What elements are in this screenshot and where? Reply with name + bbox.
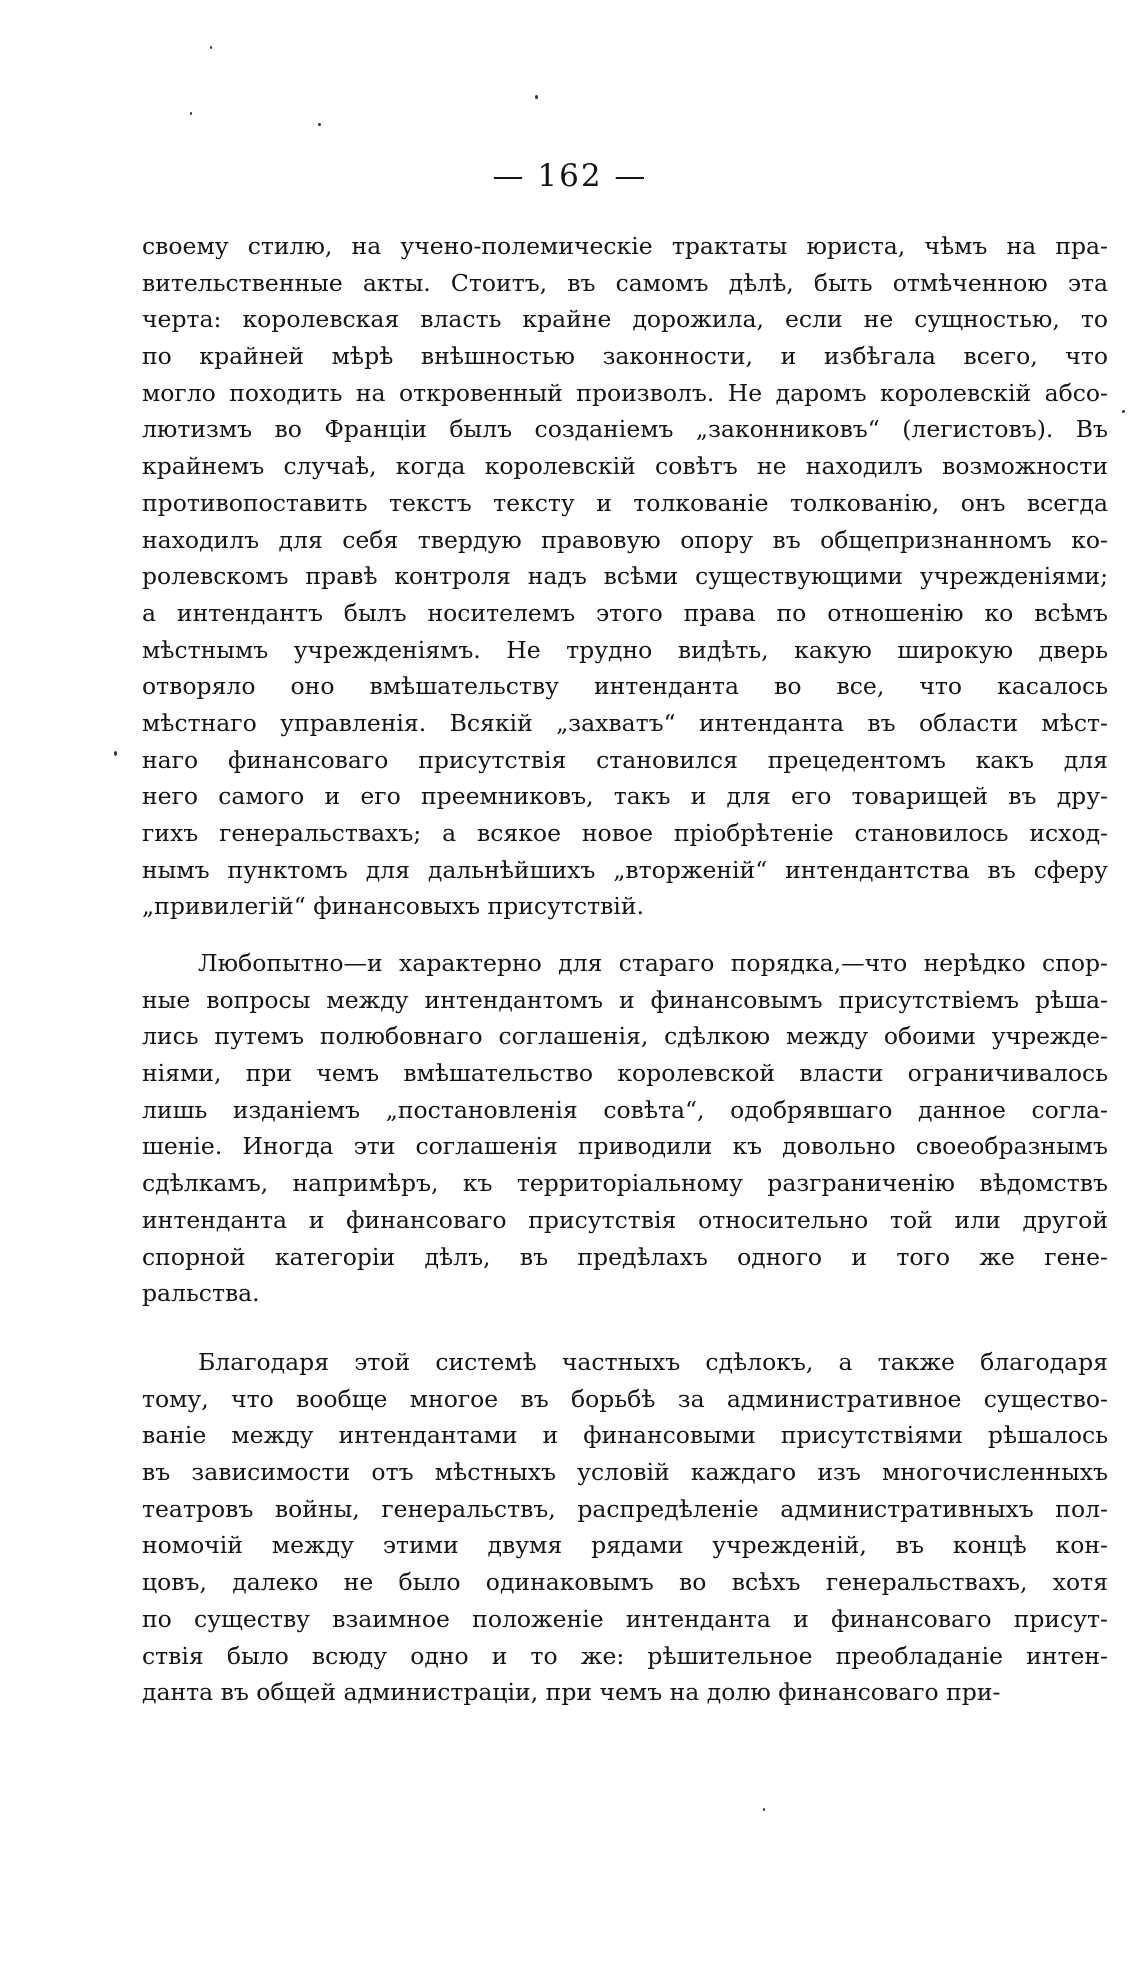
- text-line: мѣстнымъ учрежденіямъ. Не трудно видѣть, какую широкую дверь: [142, 635, 1108, 664]
- text-line: своему стилю, на учено-полемическіе трактаты юриста, чѣмъ на пра-: [142, 232, 1108, 260]
- scan-speck: [114, 751, 117, 756]
- text-line: ствія было всюду одно и то же: рѣшительное преобладаніе интен-: [142, 1641, 1108, 1670]
- text-line: отворяло оно вмѣшательству интенданта во все, что касалось: [142, 672, 1108, 701]
- text-line: могло походить на откровенный произволъ. Не даромъ королевскій абсо-: [142, 378, 1108, 407]
- text-line: по существу взаимное положеніе интенданта и финансоваго присут-: [142, 1604, 1108, 1633]
- scan-speck: [1122, 410, 1125, 413]
- text-line: крайнемъ случаѣ, когда королевскій совѣтъ не находилъ возможности: [142, 452, 1108, 481]
- text-line: лишь изданіемъ „постановленія совѣта“, одобрявшаго данное согла-: [142, 1095, 1108, 1124]
- text-line: ные вопросы между интендантомъ и финансовымъ присутствіемъ рѣша-: [142, 985, 1108, 1014]
- text-line: гихъ генеральствахъ; а всякое новое пріобрѣтеніе становилось исход-: [142, 819, 1108, 847]
- text-line: Благодаря этой системѣ частныхъ сдѣлокъ, а также благодаря: [198, 1348, 1108, 1376]
- text-line: наго финансоваго присутствія становился прецедентомъ какъ для: [142, 745, 1108, 774]
- text-line: по крайней мѣрѣ внѣшностью законности, и избѣгала всего, что: [142, 342, 1108, 371]
- text-line: черта: королевская власть крайне дорожила, если не сущностью, то: [142, 305, 1108, 334]
- text-line: спорной категоріи дѣлъ, въ предѣлахъ одного и того же гене-: [142, 1242, 1108, 1271]
- text-line: театровъ войны, генеральствъ, распредѣленіе административныхъ пол-: [142, 1494, 1108, 1523]
- scan-speck: [763, 1808, 765, 1811]
- text-line: ральства.: [142, 1279, 260, 1308]
- text-line: находилъ для себя твердую правовую опору въ общепризнанномъ ко-: [142, 525, 1108, 554]
- scan-speck: [535, 95, 538, 99]
- text-line: мѣстнаго управленія. Всякій „захватъ“ интенданта въ области мѣст-: [142, 708, 1108, 737]
- paragraph-2: [142, 945, 1108, 1312]
- paragraph-3: [142, 1344, 1108, 1711]
- text-line: тому, что вообще многое въ борьбѣ за административное существо-: [142, 1384, 1108, 1413]
- text-line: сдѣлкамъ, напримѣръ, къ территоріальному разграниченію вѣдомствъ: [142, 1169, 1108, 1198]
- text-line: интенданта и финансоваго присутствія относительно той или другой: [142, 1205, 1108, 1234]
- text-line: шеніе. Иногда эти соглашенія приводили къ довольно своеобразнымъ: [142, 1132, 1108, 1161]
- scan-speck: [190, 112, 192, 115]
- text-line: противопоставить текстъ тексту и толкованіе толкованію, онъ всегда: [142, 488, 1108, 517]
- text-line: „привилегій“ финансовыхъ присутствій.: [142, 892, 644, 921]
- text-line: данта въ общей администраціи, при чемъ на долю финансоваго при-: [142, 1678, 1001, 1707]
- text-line: Любопытно—и характерно для стараго порядка,—что нерѣдко спор-: [198, 949, 1108, 977]
- text-line: номочій между этими двумя рядами учрежденій, въ концѣ кон-: [142, 1531, 1108, 1560]
- scan-speck: [318, 123, 321, 126]
- text-line: лютизмъ во Франціи былъ созданіемъ „законниковъ“ (легистовъ). Въ: [142, 415, 1108, 444]
- text-line: ролевскомъ правѣ контроля надъ всѣми существующими учрежденіями;: [142, 562, 1108, 591]
- page-number: — 162 —: [492, 158, 648, 194]
- text-line: нымъ пунктомъ для дальнѣйшихъ „вторженій“ интендантства въ сферу: [142, 855, 1108, 884]
- text-line: въ зависимости отъ мѣстныхъ условій каждаго изъ многочисленныхъ: [142, 1458, 1108, 1487]
- text-line: ваніе между интендантами и финансовыми присутствіями рѣшалось: [142, 1421, 1108, 1450]
- text-line: лись путемъ полюбовнаго соглашенія, сдѣлкою между обоими учрежде-: [142, 1022, 1108, 1051]
- text-line: цовъ, далеко не было одинаковымъ во всѣхъ генеральствахъ, хотя: [142, 1568, 1108, 1597]
- scan-speck: [210, 46, 212, 49]
- paragraph-1: [142, 228, 1108, 925]
- text-line: вительственные акты. Стоитъ, въ самомъ дѣлѣ, быть отмѣченною эта: [142, 268, 1108, 297]
- text-line: него самого и его преемниковъ, такъ и для его товарищей въ дру-: [142, 782, 1108, 811]
- text-line: а интендантъ былъ носителемъ этого права по отношенію ко всѣмъ: [142, 598, 1108, 627]
- text-line: ніями, при чемъ вмѣшательство королевской власти ограничивалось: [142, 1059, 1108, 1088]
